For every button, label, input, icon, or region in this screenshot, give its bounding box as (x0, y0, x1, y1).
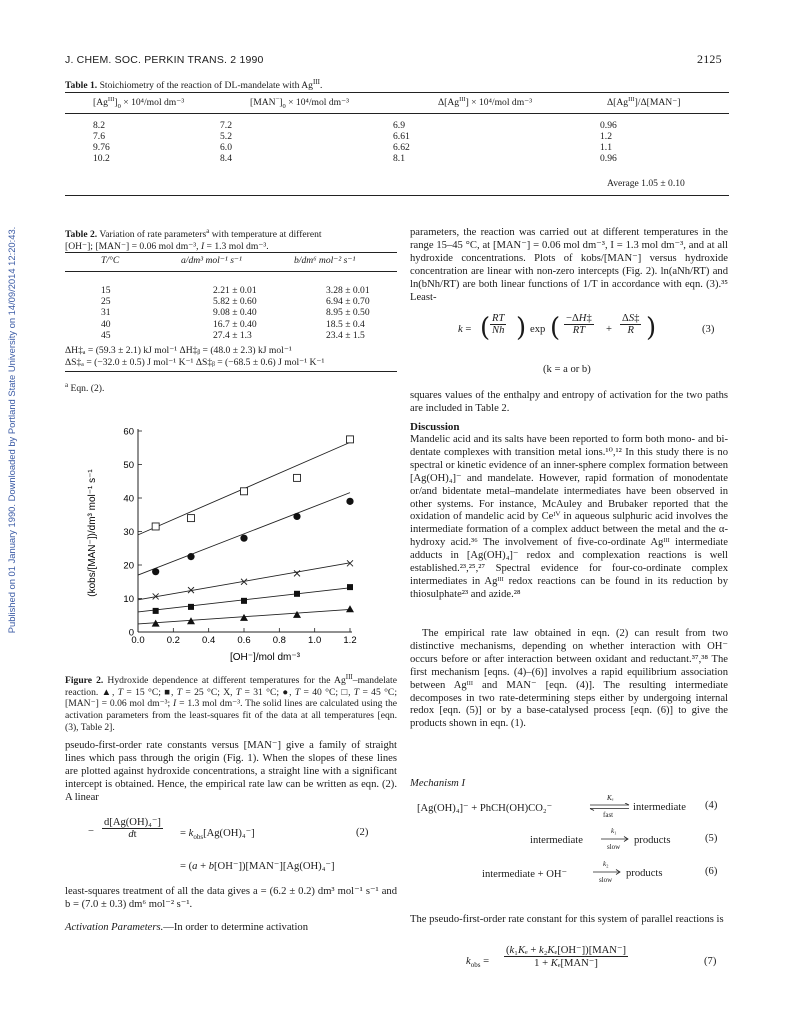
table-cell: 27.4 ± 1.3 (213, 329, 252, 341)
y-tick-label: 60 (123, 426, 134, 438)
figure2-title: Figure 2. (65, 675, 104, 687)
data-point (241, 598, 247, 604)
figure2-chart (65, 398, 400, 663)
x-tick-label: 1.2 (343, 635, 357, 646)
table1 (93, 120, 660, 164)
data-point (188, 515, 195, 522)
data-point (152, 568, 159, 575)
table-row (65, 330, 426, 341)
x-axis-label: [OH⁻]/mol dm⁻³ (229, 652, 301, 663)
data-point (187, 553, 194, 560)
table-cell: 0.96 (600, 153, 617, 164)
x-tick-label: 0.6 (237, 635, 251, 646)
activation-heading: Activation Parameters.—In order to determine activation (65, 922, 309, 933)
data-point (152, 523, 159, 530)
y-tick-label: 10 (123, 594, 134, 605)
figure2-caption: Figure 2. Hydroxide dependence at different temperatures for the $Ag^{III}$–mandelate reaction. ▲, T = 15 °C; ■, T = 25 °C; X, T = 31 °C; ●, T = 40 °C; □, T = 45 °C; [MAN⁻] = 0.06 mol dm⁻³; I = 1.3 mol dm⁻³. The solid lines are calculated using the activation parameters from the least-squares fit of the data at all temperatures [eqn. (3), Table 2]. (65, 673, 397, 733)
data-point (346, 605, 354, 612)
data-point (240, 535, 247, 542)
table2 (65, 285, 426, 341)
left-paragraph-2: least-squares treatment of all the data gives a = (6.2 ± 0.2) dm³ mol⁻¹ s⁻¹ and b = (7.0 ± 0.3) dm⁶ mol⁻² s⁻¹. (65, 886, 397, 910)
table-row (93, 120, 660, 131)
table1-title: Table 1. (65, 80, 98, 92)
table2-caption: Table 2. Variation of rate parameters$^a$ with temperature at different [OH⁻]; [MAN⁻] = 0.06 mol dm⁻³, I = 1.3 mol dm⁻³. (65, 227, 322, 252)
table-cell: 8.4 (220, 153, 232, 164)
table-cell: 10.2 (93, 153, 110, 164)
table-cell: 1.1 (600, 142, 612, 153)
discussion-paragraph-2: The empirical rate law obtained in eqn. (2) can result from two distinctive mechanisms, depending on whether interaction with OH⁻ occurs before or after interaction between oxidant and reductant.³⁷,³⁸ The first mechanism [eqns. (4)–(6)] involves a rapid equilibrium association between Agᴵᴵᴵ and MAN⁻ [eqn. (4)]. The resulting intermediate decomposes in two rate-determining steps either by undergoing internal redox [eqn. (5)] or by a base-catalysed process [eqn. (6)] to give the products shown in eqn. (1). (410, 628, 728, 730)
table-cell: 8.1 (393, 153, 405, 164)
x-tick-label: 0.2 (166, 635, 180, 646)
table-row (65, 296, 426, 307)
table-cell: 7.2 (220, 120, 232, 131)
y-axis-label: (kobs/[MAN⁻])/dm³ mol⁻¹ s⁻¹ (87, 469, 98, 597)
table-cell: 6.61 (393, 131, 410, 142)
table-row (93, 131, 660, 142)
table1-caption-text: Stoichiometry of the reaction of DL-mandelate with Ag (99, 80, 313, 92)
table2-entropy: ΔS‡ₐ = (−32.0 ± 0.5) J mol⁻¹ K⁻¹ ΔS‡ᵦ = (−68.5 ± 0.6) J mol⁻¹ K⁻¹ (65, 357, 325, 368)
table-cell: 6.62 (393, 142, 410, 153)
table-row (93, 153, 660, 164)
table-cell: 5.2 (220, 131, 232, 142)
journal-year: 1990 (239, 54, 264, 66)
data-point (294, 570, 300, 576)
mechanism-heading: Mechanism I (410, 778, 466, 789)
table-cell: 6.94 ± 0.70 (326, 296, 370, 308)
y-tick-label: 30 (123, 527, 134, 538)
table-cell: 15 (101, 285, 111, 296)
y-tick-label: 40 (123, 493, 134, 505)
discussion-paragraph-1: Mandelic acid and its salts have been reported to form both mono- and bi-dentate complexes with transition metal ions.¹⁰,¹² In this study there is no spectral or kinetic evidence of an inner-sphere complex formation between [Ag(OH)₄]⁻ and mandelate. However, rapid formation of monodentate or/and bidentate metal–mandelate intermediates have been observed in other systems. For instance, McAuley and Brubaker reported that the oxidation of mandelic acid by Ceᴵⱽ in aqueous sulphuric acid involves the intermediate formation of a complex adduct between the metal and the α-hydroxy acid.³⁶ The involvement of five-co-ordinate Agᴵᴵᴵ intermediate adducts in [Ag(OH)₄]⁻ redox and complexation reactions is well established.²³,²⁵,²⁷ Spectral evidence for four-co-ordinate complex intermediates in Agᴵᴵᴵ redox reactions can be found in its reduction by thiosulphate²³ and azide.²⁸ (410, 434, 728, 600)
equation-4: [Ag(OH)₄]⁻ + PhCH(OH)CO₂⁻ Kₑ fast intermediate (4) (417, 794, 718, 819)
data-point (294, 591, 300, 597)
table-cell: 6.9 (393, 120, 405, 131)
table-cell: 23.4 ± 1.5 (326, 329, 365, 341)
data-point (293, 513, 300, 520)
table-cell: 31 (101, 307, 111, 319)
equation-3-note: (k = a or b) (543, 364, 591, 375)
journal-name: J. CHEM. SOC. PERKIN TRANS. 2 (65, 54, 237, 66)
data-point (188, 604, 194, 610)
table-cell: 2.21 ± 0.01 (213, 285, 257, 296)
table2-title: Table 2. (65, 229, 98, 241)
table1-h3: Δ[Ag (438, 97, 460, 109)
data-point (293, 611, 301, 618)
equation-6: intermediate + OH⁻ k₂ slow products (6) (482, 860, 718, 884)
equation-3: k = ( $\frac{RT}{Nh}$ ) exp ( $\frac{-\Delta H\ddagger}{RT}$ + $\frac{\Delta S\ddagger}{R}$ ) (3) (458, 313, 715, 343)
table-cell: 5.82 ± 0.60 (213, 296, 257, 308)
right-paragraph-2: squares values of the enthalpy and entropy of activation for the two paths are included in Table 2. (410, 390, 728, 414)
x-tick-label: 0.4 (202, 635, 216, 646)
x-tick-label: 1.0 (308, 635, 322, 646)
data-point (347, 436, 354, 443)
sidebar-text: Published on 01 January 1990. Downloaded by Portland State University on 14/09/2014 12:20:43. (6, 226, 17, 634)
data-point (153, 608, 159, 614)
equation-5: intermediate k₁ slow products (5) (530, 827, 718, 851)
left-paragraph-1: pseudo-first-order rate constants versus [MAN⁻] give a family of straight lines which pass through the origin (Fig. 1). When the slopes of these lines are plotted against hydroxide concentrations, a straight line with a significant intercept is obtained. Hence, the empirical rate law can be written as eqn. (2). A linear (65, 740, 397, 803)
right-paragraph-1: parameters, the reaction was carried out at different temperatures in the range 15–45 °C, at [MAN⁻] = 0.06 mol dm⁻³, I = 1.3 mol dm⁻³, and at all hydroxide concentrations. Plots of kobs/[MAN⁻] versus hydroxide concentration are linear with non-zero intercepts (Fig. 2). ln(aNh/RT) and ln(bNh/RT) are both linear functions of 1/T in accordance with eqn. (3).³⁵ Least- (410, 227, 728, 303)
table-cell: 8.2 (93, 120, 105, 131)
table1-h1: [Ag (93, 97, 108, 109)
table-cell: 9.08 ± 0.40 (213, 307, 257, 319)
table-cell: 8.95 ± 0.50 (326, 307, 370, 319)
table-cell: 45 (101, 329, 111, 341)
table-cell: 3.28 ± 0.01 (326, 285, 370, 296)
table-cell: 25 (101, 296, 111, 308)
table-cell: 1.2 (600, 131, 612, 142)
table-cell: 7.6 (93, 131, 105, 142)
page-number: 2125 (697, 52, 722, 66)
fit-line (138, 493, 350, 575)
y-tick-label: 20 (123, 560, 134, 572)
table1-caption: Table 1. Stoichiometry of the reaction of DL-mandelate with $Ag^{III}$. (65, 78, 323, 92)
table-row (65, 319, 426, 330)
data-point (346, 498, 353, 505)
table1-h4: Δ[Ag (607, 97, 629, 109)
table-row (93, 142, 660, 153)
data-point (294, 474, 301, 481)
table-cell: 9.76 (93, 142, 110, 153)
data-point (240, 614, 248, 621)
y-tick-label: 50 (123, 460, 134, 471)
equation-7: $k_{obs}$ = (k₁Kₑ + k₂Kₑ[OH⁻])[MAN⁻] 1 + Kₑ[MAN⁻] (7) (466, 945, 717, 970)
table1-average: Average 1.05 ± 0.10 (607, 178, 685, 189)
table-row (65, 285, 426, 296)
running-header (65, 54, 264, 66)
table2-footnote: $^a$ Eqn. (2). (65, 381, 105, 395)
equation-2: − $\frac{\text{d[Ag(OH)₄⁻]}}{dt}$ = $k_{obs}[Ag(OH)_4^-]$ (2) = (a + b[OH⁻])[MAN⁻][Ag(OH)₄⁻] (88, 817, 369, 872)
table-cell: 40 (101, 318, 111, 330)
data-point (241, 488, 248, 495)
right-paragraph-5: The pseudo-first-order rate constant for this system of parallel reactions is (410, 914, 724, 925)
table-cell: 18.5 ± 0.4 (326, 318, 365, 330)
table1-h2: [MAN (250, 97, 276, 109)
table-row (65, 307, 426, 318)
download-watermark (6, 200, 20, 660)
y-tick-label: 0 (128, 627, 134, 639)
discussion-heading: Discussion (410, 421, 460, 433)
table-cell: 16.7 ± 0.40 (213, 318, 257, 330)
table2-enthalpy: ΔH‡ₐ = (59.3 ± 2.1) kJ mol⁻¹ ΔH‡ᵦ = (48.0 ± 2.3) kJ mol⁻¹ (65, 345, 292, 356)
table-cell: 0.96 (600, 120, 617, 131)
data-point (347, 584, 353, 590)
x-tick-label: 0.0 (131, 635, 145, 646)
x-tick-label: 0.8 (272, 635, 286, 646)
table-cell: 6.0 (220, 142, 232, 153)
